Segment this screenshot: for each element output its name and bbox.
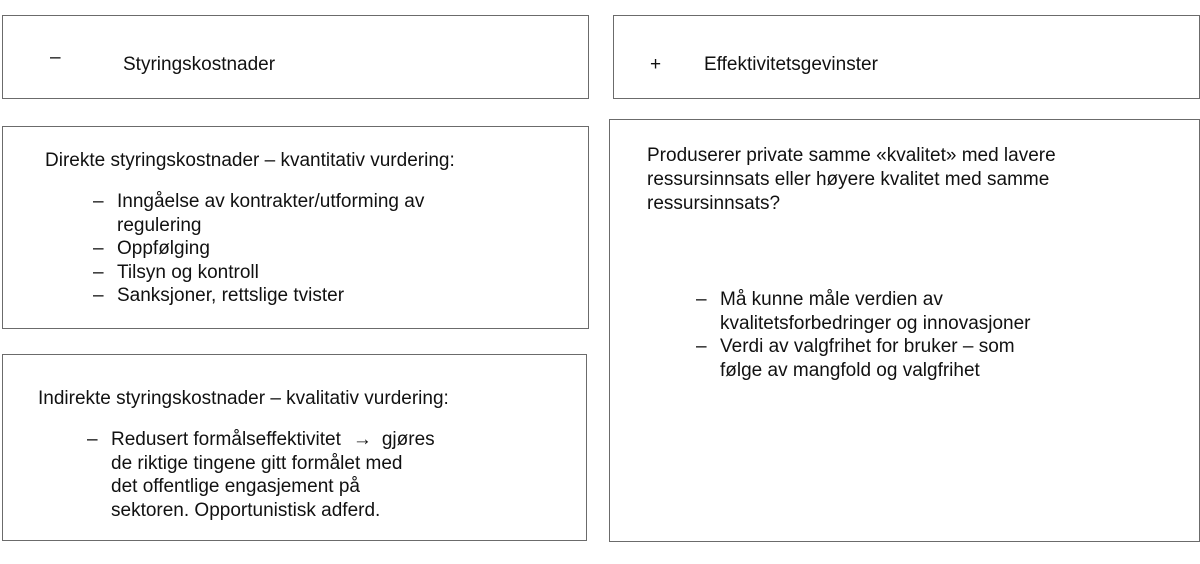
direct-costs-heading: Direkte styringskostnader – kvantitativ vurdering: xyxy=(45,150,455,171)
list-item-text: Sanksjoner, rettslige tvister xyxy=(117,285,345,306)
gains-question-line: Produserer private samme «kvalitet» med lavere xyxy=(647,145,1056,166)
list-item xyxy=(87,428,435,522)
gains-body-box xyxy=(609,119,1200,542)
list-item-text-end: gjøres xyxy=(381,429,435,450)
list-item xyxy=(93,261,424,285)
indirect-costs-heading: Indirekte styringskostnader – kvalitativ vurdering: xyxy=(38,388,449,409)
indirect-costs-list xyxy=(87,428,435,522)
gains-list xyxy=(696,288,1031,382)
gains-header-title: Effektivitetsgevinster xyxy=(704,54,878,75)
gains-question-line: ressursinnsats? xyxy=(647,193,781,214)
list-item-text: Redusert formålseffektivitet xyxy=(111,429,341,450)
plus-sign: + xyxy=(650,54,662,75)
list-item xyxy=(93,284,424,308)
list-item-text: Inngåelse av kontrakter/utforming av xyxy=(117,191,425,212)
dash-bullet: – xyxy=(93,191,104,212)
list-item xyxy=(696,335,1031,382)
dash-bullet: – xyxy=(696,289,707,310)
list-item-text-cont: de riktige tingene gitt formålet med xyxy=(111,452,403,474)
minus-sign: – xyxy=(50,47,61,68)
dash-bullet: – xyxy=(696,336,707,357)
list-item-text-cont: sektoren. Opportunistisk adferd. xyxy=(111,499,381,521)
indirect-costs-box xyxy=(2,354,587,541)
list-item-text: Tilsyn og kontroll xyxy=(117,261,259,283)
costs-header-box xyxy=(2,15,589,99)
list-item-text-cont: kvalitetsforbedringer og innovasjoner xyxy=(720,312,1031,334)
direct-costs-box xyxy=(2,126,589,329)
dash-bullet: – xyxy=(87,429,98,450)
list-item xyxy=(93,237,424,261)
list-item-text-cont: følge av mangfold og valgfrihet xyxy=(720,359,980,381)
arrow-right-icon: → xyxy=(352,429,372,450)
dash-bullet: – xyxy=(93,238,104,259)
list-item-text-cont: regulering xyxy=(117,214,202,236)
list-item-text: Må kunne måle verdien av xyxy=(720,289,943,310)
costs-header-title: Styringskostnader xyxy=(123,54,276,75)
list-item-text-cont: det offentlige engasjement på xyxy=(111,476,360,497)
gains-header-box xyxy=(613,15,1200,99)
direct-costs-list xyxy=(93,190,424,308)
dash-bullet: – xyxy=(93,261,104,283)
list-item xyxy=(696,288,1031,335)
list-item xyxy=(93,190,424,237)
list-item-text: Oppfølging xyxy=(117,238,210,259)
gains-question xyxy=(647,144,1056,216)
list-item-text: Verdi av valgfrihet for bruker – som xyxy=(720,336,1015,357)
gains-question-line: ressursinnsats eller høyere kvalitet med samme xyxy=(647,169,1050,190)
dash-bullet: – xyxy=(93,285,104,306)
